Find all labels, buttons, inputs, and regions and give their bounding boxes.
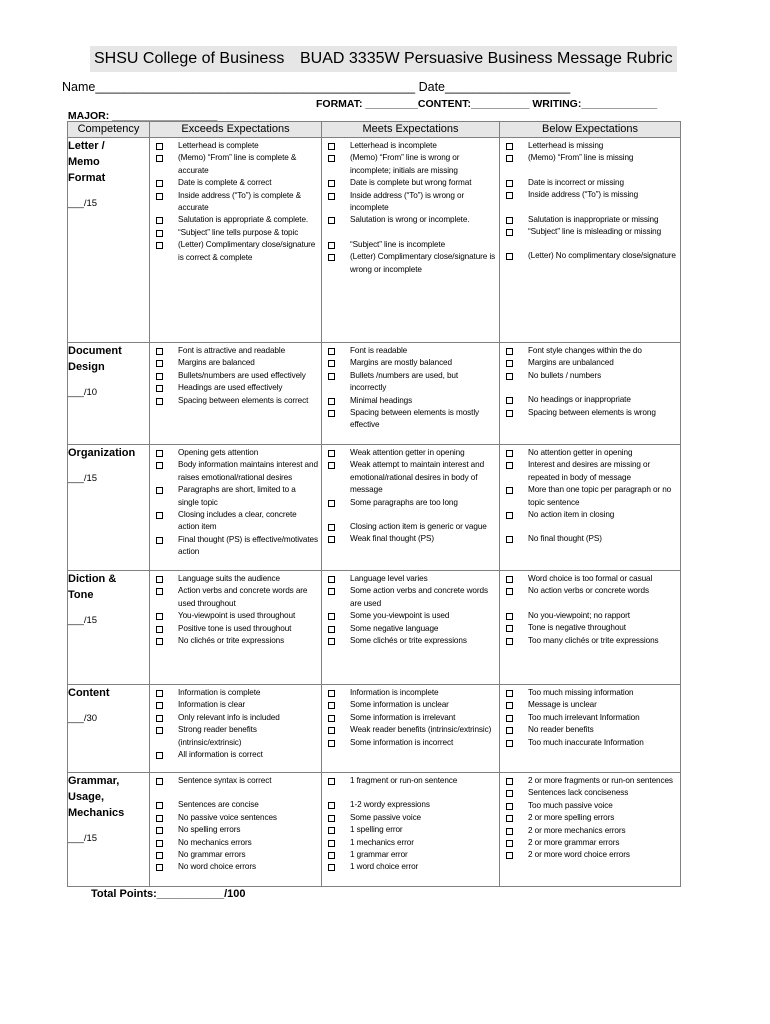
checklist-item: Margins are mostly balanced xyxy=(328,357,496,369)
exceeds-cell xyxy=(150,685,322,773)
checklist-item: No attention getter in opening xyxy=(506,447,677,459)
header-competency: Competency xyxy=(68,122,150,138)
competency-cell xyxy=(68,773,150,887)
checklist-item: No bullets / numbers xyxy=(506,370,677,382)
competency-name: Grammar, Usage, Mechanics xyxy=(68,775,125,819)
checklist-item: No action verbs or concrete words xyxy=(506,585,677,597)
below-cell xyxy=(500,343,681,445)
header-meets: Meets Expectations xyxy=(322,122,500,138)
exceeds-list xyxy=(150,571,321,647)
name-date-line: Name______________________________________________ Date__________________ xyxy=(62,80,571,94)
checklist-item: (Letter) Complimentary close/signature is correct & complete xyxy=(156,239,318,264)
checklist-item: No clichés or trite expressions xyxy=(156,635,318,647)
checklist-item: You-viewpoint is used throughout xyxy=(156,610,318,622)
checklist-item: Some paragraphs are too long xyxy=(328,497,496,509)
checklist-item: Opening gets attention xyxy=(156,447,318,459)
checklist-item: Salutation is inappropriate or missing xyxy=(506,214,677,226)
checklist-item: 2 or more fragments or run-on sentences xyxy=(506,775,677,787)
meets-list xyxy=(322,685,499,749)
competency-name: Letter / Memo Format xyxy=(68,140,106,184)
checklist-item: Letterhead is incomplete xyxy=(328,140,496,152)
competency-cell xyxy=(68,445,150,571)
table-row xyxy=(68,685,681,773)
checklist-item: No final thought (PS) xyxy=(506,533,677,545)
checklist-item: Sentence syntax is correct xyxy=(156,775,318,787)
table-row xyxy=(68,138,681,343)
checklist-item: Margins are unbalanced xyxy=(506,357,677,369)
below-list xyxy=(500,685,680,749)
checklist-item: Word choice is too formal or casual xyxy=(506,573,677,585)
below-list xyxy=(500,445,680,546)
checklist-item: Closing action item is generic or vague xyxy=(328,521,496,533)
competency-cell xyxy=(68,138,150,343)
checklist-item: Tone is negative throughout xyxy=(506,622,677,634)
table-row xyxy=(68,343,681,445)
checklist-item: Some information is unclear xyxy=(328,699,496,711)
rubric-table xyxy=(67,121,681,887)
checklist-item: Margins are balanced xyxy=(156,357,318,369)
checklist-item: Inside address (“To”) is wrong or incomplete xyxy=(328,190,496,215)
checklist-item: Font is readable xyxy=(328,345,496,357)
checklist-item: Some passive voice xyxy=(328,812,496,824)
checklist-item: All information is correct xyxy=(156,749,318,761)
table-row xyxy=(68,571,681,685)
checklist-item: Salutation is appropriate & complete. xyxy=(156,214,318,226)
header-row xyxy=(68,122,681,138)
checklist-item: “Subject” line is misleading or missing xyxy=(506,226,677,238)
checklist-item: No headings or inappropriate xyxy=(506,394,677,406)
checklist-item: Letterhead is missing xyxy=(506,140,677,152)
checklist-item: Closing includes a clear, concrete action item xyxy=(156,509,318,534)
checklist-item: No grammar errors xyxy=(156,849,318,861)
meets-list xyxy=(322,343,499,432)
below-cell xyxy=(500,138,681,343)
exceeds-cell xyxy=(150,138,322,343)
table-row xyxy=(68,445,681,571)
competency-name: Organization xyxy=(68,447,136,459)
checklist-item: No spelling errors xyxy=(156,824,318,836)
checklist-item: (Memo) “From” line is complete & accurate xyxy=(156,152,318,177)
below-list xyxy=(500,343,680,419)
checklist-item: Spacing between elements is correct xyxy=(156,395,318,407)
competency-cell xyxy=(68,685,150,773)
checklist-item: Headings are used effectively xyxy=(156,382,318,394)
checklist-item: Date is complete but wrong format xyxy=(328,177,496,189)
checklist-item: Only relevant info is included xyxy=(156,712,318,724)
below-cell xyxy=(500,571,681,685)
exceeds-cell xyxy=(150,571,322,685)
exceeds-list xyxy=(150,138,321,264)
meets-list xyxy=(322,571,499,647)
major-field: MAJOR: __________________ xyxy=(67,110,218,122)
checklist-item: No action item in closing xyxy=(506,509,677,521)
checklist-item: Action verbs and concrete words are used throughout xyxy=(156,585,318,610)
checklist-item: 2 or more word choice errors xyxy=(506,849,677,861)
checklist-item: Weak attempt to maintain interest and emotional/rational desires in body of message xyxy=(328,459,496,496)
meets-cell xyxy=(322,571,500,685)
checklist-item: Some you-viewpoint is used xyxy=(328,610,496,622)
checklist-item: Some negative language xyxy=(328,623,496,635)
checklist-item: Interest and desires are missing or repeated in body of message xyxy=(506,459,677,484)
checklist-item: (Memo) “From” line is missing xyxy=(506,152,677,164)
checklist-item: Sentences lack conciseness xyxy=(506,787,677,799)
checklist-item: (Memo) “From” line is wrong or incomplete; initials are missing xyxy=(328,152,496,177)
checklist-item: 1-2 wordy expressions xyxy=(328,799,496,811)
total-points: Total Points:___________/100 xyxy=(91,888,246,900)
checklist-item: 1 spelling error xyxy=(328,824,496,836)
exceeds-list xyxy=(150,445,321,559)
checklist-item: Too much missing information xyxy=(506,687,677,699)
competency-cell xyxy=(68,343,150,445)
checklist-item: 2 or more grammar errors xyxy=(506,837,677,849)
checklist-item: Some information is irrelevant xyxy=(328,712,496,724)
checklist-item: No word choice errors xyxy=(156,861,318,873)
meets-list xyxy=(322,773,499,874)
checklist-item: 1 word choice error xyxy=(328,861,496,873)
checklist-item: 2 or more spelling errors xyxy=(506,812,677,824)
checklist-item: No reader benefits xyxy=(506,724,677,736)
below-list xyxy=(500,138,680,263)
checklist-item: (Letter) Complimentary close/signature is wrong or incomplete xyxy=(328,251,496,276)
competency-score-blank: ___/10 xyxy=(68,387,98,398)
below-cell xyxy=(500,445,681,571)
format-content-writing-fields: FORMAT: _________CONTENT:__________ WRITING:_____________ xyxy=(316,98,658,110)
competency-name: Content xyxy=(68,687,110,699)
checklist-item: Inside address (“To”) is missing xyxy=(506,189,677,201)
checklist-item: Font is attractive and readable xyxy=(156,345,318,357)
checklist-item: No you-viewpoint; no rapport xyxy=(506,610,677,622)
competency-score-blank: ___/15 xyxy=(68,833,98,844)
checklist-item: Bullets /numbers are used, but incorrectly xyxy=(328,370,496,395)
checklist-item: Date is complete & correct xyxy=(156,177,318,189)
checklist-item: Spacing between elements is mostly effective xyxy=(328,407,496,432)
exceeds-cell xyxy=(150,773,322,887)
below-list xyxy=(500,773,680,862)
competency-score-blank: ___/15 xyxy=(68,473,98,484)
exceeds-cell xyxy=(150,445,322,571)
checklist-item: Language level varies xyxy=(328,573,496,585)
checklist-item: Body information maintains interest and raises emotional/rational desires xyxy=(156,459,318,484)
competency-score-blank: ___/30 xyxy=(68,713,98,724)
checklist-item: Too much irrelevant Information xyxy=(506,712,677,724)
header-below: Below Expectations xyxy=(500,122,681,138)
checklist-item: 1 mechanics error xyxy=(328,837,496,849)
meets-cell xyxy=(322,773,500,887)
below-cell xyxy=(500,773,681,887)
meets-cell xyxy=(322,138,500,343)
exceeds-list xyxy=(150,773,321,874)
college-name: SHSU College of Business xyxy=(94,50,285,67)
meets-cell xyxy=(322,445,500,571)
checklist-item: Language suits the audience xyxy=(156,573,318,585)
checklist-item: Some clichés or trite expressions xyxy=(328,635,496,647)
header-exceeds: Exceeds Expectations xyxy=(150,122,322,138)
checklist-item: Information is clear xyxy=(156,699,318,711)
course-title: BUAD 3335W Persuasive Business Message Rubric xyxy=(300,50,673,67)
meets-cell xyxy=(322,343,500,445)
checklist-item: “Subject” line tells purpose & topic xyxy=(156,227,318,239)
competency-score-blank: ___/15 xyxy=(68,615,98,626)
checklist-item: Strong reader benefits (intrinsic/extrinsic) xyxy=(156,724,318,749)
checklist-item: Font style changes within the do xyxy=(506,345,677,357)
checklist-item: Too much passive voice xyxy=(506,800,677,812)
competency-score-blank: ___/15 xyxy=(68,198,98,209)
meets-list xyxy=(322,138,499,276)
checklist-item: Inside address (“To”) is complete & accurate xyxy=(156,190,318,215)
checklist-item: Message is unclear xyxy=(506,699,677,711)
table-row xyxy=(68,773,681,887)
document-title-bar xyxy=(90,46,677,72)
meets-list xyxy=(322,445,499,546)
exceeds-cell xyxy=(150,343,322,445)
checklist-item: Salutation is wrong or incomplete. xyxy=(328,214,496,226)
checklist-item: Weak reader benefits (intrinsic/extrinsic) xyxy=(328,724,496,736)
checklist-item: Some information is incorrect xyxy=(328,737,496,749)
checklist-item: Final thought (PS) is effective/motivates action xyxy=(156,534,318,559)
checklist-item: Paragraphs are short, limited to a single topic xyxy=(156,484,318,509)
checklist-item: Sentences are concise xyxy=(156,799,318,811)
checklist-item: No mechanics errors xyxy=(156,837,318,849)
checklist-item: 2 or more mechanics errors xyxy=(506,825,677,837)
checklist-item: Too much inaccurate Information xyxy=(506,737,677,749)
checklist-item: 1 fragment or run-on sentence xyxy=(328,775,496,787)
checklist-item: 1 grammar error xyxy=(328,849,496,861)
exceeds-list xyxy=(150,343,321,407)
checklist-item: Too many clichés or trite expressions xyxy=(506,635,677,647)
competency-name: Diction & Tone xyxy=(68,573,117,601)
checklist-item: Date is incorrect or missing xyxy=(506,177,677,189)
meets-cell xyxy=(322,685,500,773)
competency-name: Document Design xyxy=(68,345,122,373)
below-cell xyxy=(500,685,681,773)
checklist-item: (Letter) No complimentary close/signature xyxy=(506,250,677,262)
checklist-item: Weak final thought (PS) xyxy=(328,533,496,545)
checklist-item: Spacing between elements is wrong xyxy=(506,407,677,419)
below-list xyxy=(500,571,680,647)
competency-cell xyxy=(68,571,150,685)
checklist-item: Some action verbs and concrete words are used xyxy=(328,585,496,610)
checklist-item: Bullets/numbers are used effectively xyxy=(156,370,318,382)
exceeds-list xyxy=(150,685,321,761)
checklist-item: Weak attention getter in opening xyxy=(328,447,496,459)
checklist-item: Positive tone is used throughout xyxy=(156,623,318,635)
checklist-item: No passive voice sentences xyxy=(156,812,318,824)
checklist-item: Information is complete xyxy=(156,687,318,699)
checklist-item: Letterhead is complete xyxy=(156,140,318,152)
checklist-item: Information is incomplete xyxy=(328,687,496,699)
checklist-item: “Subject” line is incomplete xyxy=(328,239,496,251)
checklist-item: Minimal headings xyxy=(328,395,496,407)
checklist-item: More than one topic per paragraph or no topic sentence xyxy=(506,484,677,509)
